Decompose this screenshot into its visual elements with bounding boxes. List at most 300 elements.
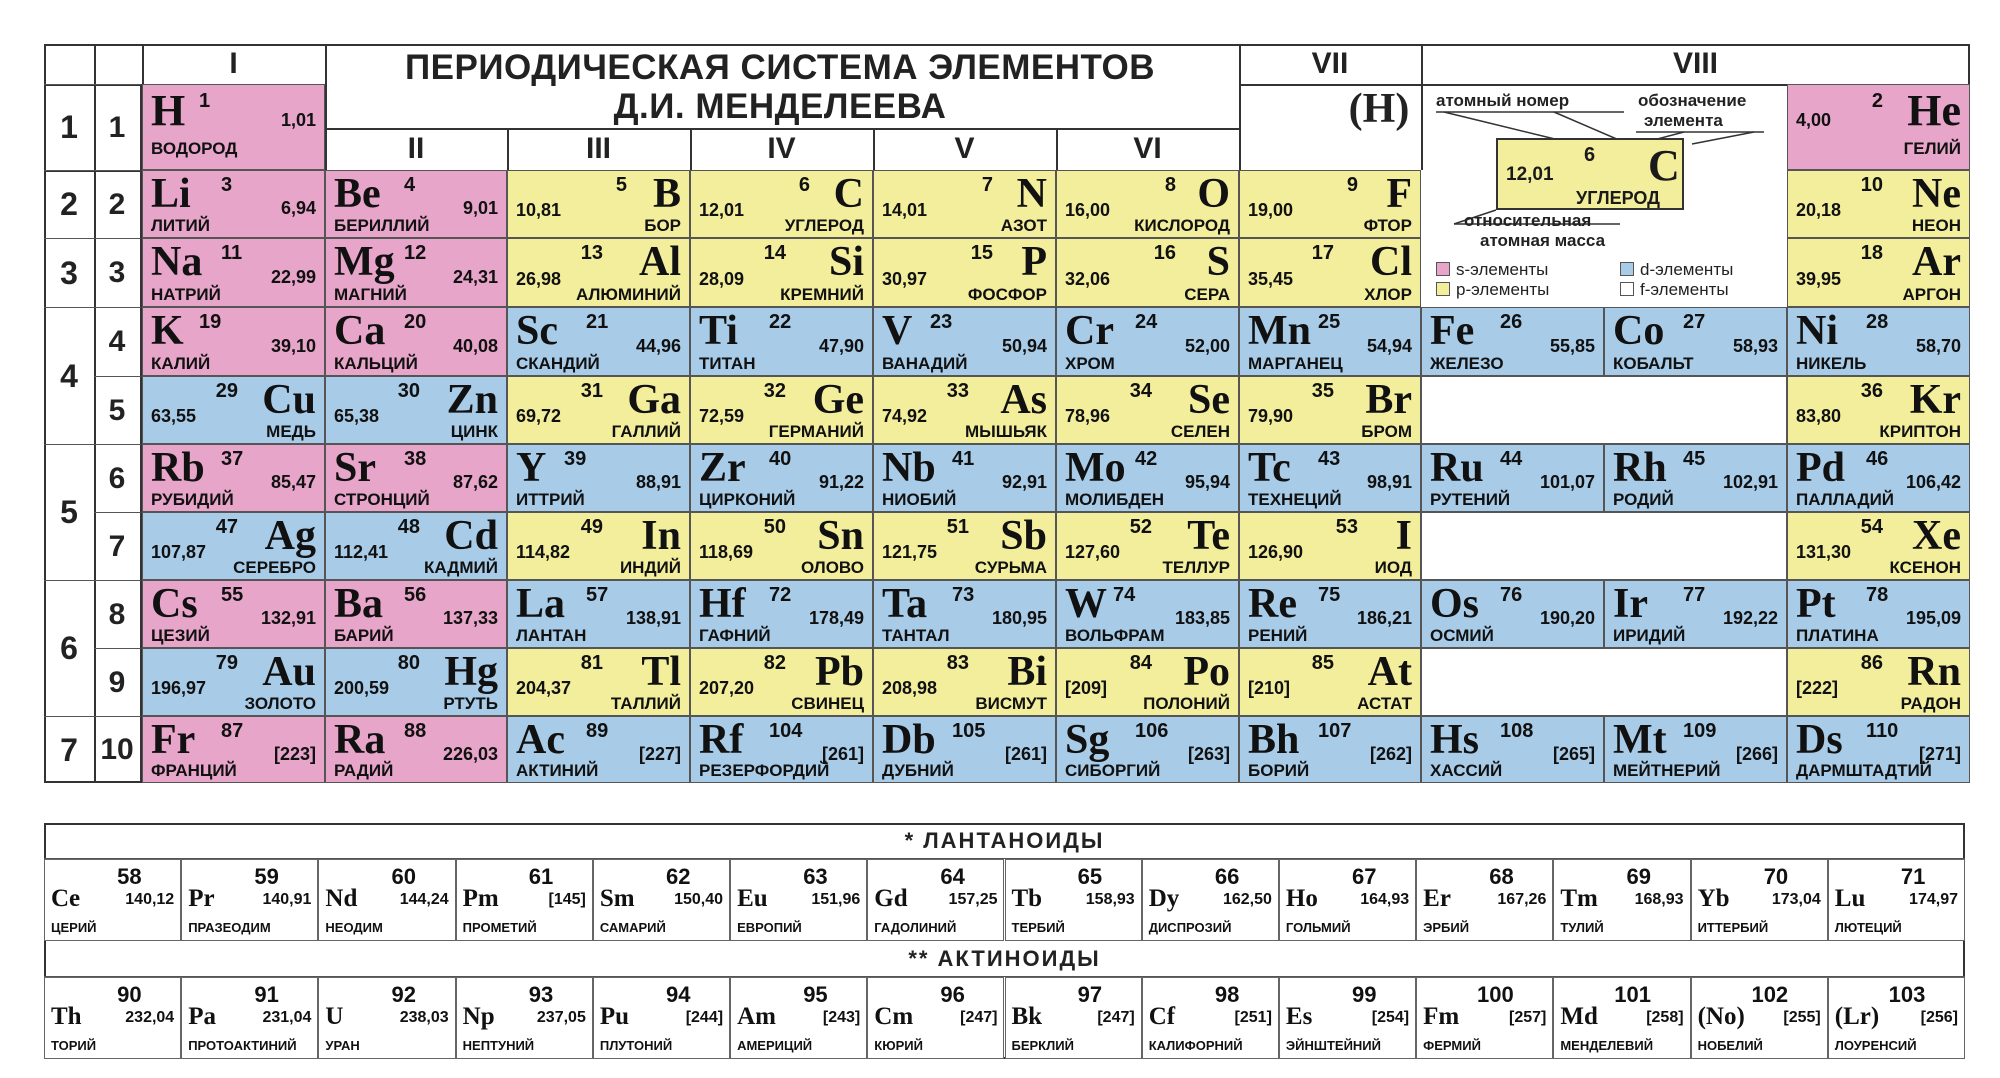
element-symbol: Bk [1011, 1003, 1043, 1030]
element-symbol: Xe [1912, 513, 1961, 559]
atomic-mass: 1,01 [280, 110, 316, 130]
element-symbol: Al [639, 239, 681, 285]
element-name: НИКЕЛЬ [1796, 354, 1867, 373]
element-symbol: Bi [1007, 649, 1047, 695]
element-symbol: Yb [1697, 885, 1730, 912]
element-name: КОБАЛЬТ [1613, 354, 1694, 373]
atomic-number: 73 [952, 584, 975, 606]
element-cell-pt[interactable] [1787, 580, 1970, 648]
atomic-mass: 39,10 [270, 335, 316, 356]
element-cell-ra[interactable] [325, 716, 507, 783]
element-name: ЛЮТЕЦИЙ [1834, 920, 1902, 935]
element-name: ГАЛЛИЙ [611, 422, 681, 441]
atomic-mass: 173,04 [1771, 891, 1821, 908]
lanthanoid-title: * ЛАНТАНОИДЫ [44, 823, 1965, 859]
lanthanoid-cell-er[interactable] [1416, 859, 1553, 941]
element-cell-fe[interactable] [1421, 307, 1604, 376]
atomic-number: 88 [404, 720, 427, 742]
element-name: СЕРА [1184, 285, 1230, 304]
atomic-mass: 138,91 [625, 608, 681, 628]
element-symbol: Sm [599, 885, 635, 912]
lanthanoid-cell-pm[interactable] [456, 859, 593, 941]
element-cell-h[interactable] [142, 84, 325, 170]
atomic-mass: 174,97 [1909, 891, 1958, 908]
element-cell-fr[interactable] [142, 716, 325, 783]
element-name: ЦИРКОНИЙ [699, 490, 796, 509]
element-cell-n[interactable] [873, 170, 1056, 238]
atomic-number: 93 [528, 982, 554, 1007]
atomic-mass: 226,03 [442, 743, 498, 764]
atomic-mass: [244] [685, 1009, 724, 1026]
atomic-number: 110 [1866, 720, 1899, 742]
element-symbol: Pa [188, 1003, 216, 1030]
element-name: РТУТЬ [443, 694, 498, 713]
element-name: ВАНАДИЙ [882, 354, 968, 373]
element-symbol: Te [1187, 513, 1230, 559]
element-symbol: Y [516, 445, 547, 491]
atomic-mass: 19,00 [1248, 200, 1294, 220]
element-cell-ne[interactable] [1787, 170, 1970, 238]
element-cell-mg[interactable] [325, 238, 507, 307]
atomic-number: 11 [221, 242, 243, 264]
lanthanoid-cell-eu[interactable] [730, 859, 867, 941]
element-cell-ga[interactable] [507, 376, 690, 444]
title-line-2: Д.И. МЕНДЕЛЕЕВА [613, 87, 947, 126]
header-rule-6 [1239, 44, 1241, 170]
element-cell-hs[interactable] [1421, 716, 1604, 783]
element-symbol: C [833, 171, 864, 217]
element-cell-ti[interactable] [690, 307, 873, 376]
element-name: САМАРИЙ [599, 920, 666, 935]
element-name: СИБОРГИЙ [1065, 761, 1161, 780]
lanthanoid-cell-nd[interactable] [318, 859, 455, 941]
atomic-mass: [227] [638, 743, 681, 764]
atomic-mass: 192,22 [1722, 608, 1778, 628]
element-cell-si[interactable] [690, 238, 873, 307]
element-cell-ir[interactable] [1604, 580, 1787, 648]
element-cell-o[interactable] [1056, 170, 1239, 238]
element-cell-cd[interactable] [325, 512, 507, 580]
element-cell-rf[interactable] [690, 716, 873, 783]
lanthanoid-cell-yb[interactable] [1691, 859, 1828, 941]
element-name: ВИСМУТ [975, 694, 1047, 713]
element-symbol: Rf [699, 717, 744, 763]
element-name: ФЕРМИЙ [1423, 1038, 1481, 1053]
element-cell-ca[interactable] [325, 307, 507, 376]
element-cell-rh[interactable] [1604, 444, 1787, 512]
element-cell-as[interactable] [873, 376, 1056, 444]
atomic-mass: 164,93 [1360, 891, 1410, 908]
element-name: ЛИТИЙ [151, 216, 210, 235]
atomic-number: 2 [1871, 90, 1883, 112]
atomic-mass: [223] [273, 743, 316, 764]
lanthanoid-cell-pr[interactable] [181, 859, 318, 941]
atomic-number: 100 [1477, 982, 1514, 1007]
atomic-number: 59 [254, 864, 279, 889]
element-name: ЦЕЗИЙ [151, 626, 210, 645]
element-cell-ds[interactable] [1787, 716, 1970, 783]
element-name: НОБЕЛИЙ [1697, 1038, 1763, 1053]
element-symbol: Sn [817, 513, 864, 559]
empty-cell-row9 [1421, 648, 1787, 716]
atomic-number: 56 [404, 584, 427, 606]
atomic-number: 35 [1311, 380, 1334, 402]
element-name: КАЛИЙ [151, 354, 211, 373]
actinoid-cell-pu[interactable] [593, 977, 730, 1059]
atomic-number: 24 [1135, 311, 1158, 333]
element-name: БАРИЙ [334, 626, 394, 645]
legend-example-name: УГЛЕРОД [1576, 188, 1660, 208]
element-name: ГЕРМАНИЙ [768, 422, 864, 441]
element-cell-zn[interactable] [325, 376, 507, 444]
atomic-number: 72 [769, 584, 792, 606]
element-cell-y[interactable] [507, 444, 690, 512]
element-cell-al[interactable] [507, 238, 690, 307]
atomic-number: 103 [1888, 982, 1926, 1007]
actinoid-cell-no[interactable] [1691, 977, 1828, 1059]
element-name: РОДИЙ [1613, 490, 1674, 509]
element-cell-ru[interactable] [1421, 444, 1604, 512]
atomic-mass: 127,60 [1065, 542, 1121, 562]
element-symbol: Cl [1370, 239, 1412, 285]
atomic-mass: 95,94 [1184, 472, 1230, 492]
atomic-number: 40 [769, 448, 792, 470]
atomic-number: 36 [1860, 380, 1883, 402]
element-cell-br[interactable] [1239, 376, 1421, 444]
group-header-iii: III [585, 132, 611, 165]
element-symbol: Ca [334, 308, 386, 354]
element-cell-bi[interactable] [873, 648, 1056, 716]
lanthanoid-cell-gd[interactable] [867, 859, 1004, 941]
actinoid-cell-cf[interactable] [1142, 977, 1279, 1059]
atomic-mass: 65,38 [334, 406, 380, 426]
legend-p-label: p-элементы [1456, 280, 1550, 299]
atomic-mass: 54,94 [1366, 335, 1412, 356]
atomic-mass: 112,41 [334, 542, 389, 562]
element-cell-k[interactable] [142, 307, 325, 376]
atomic-number: 105 [952, 720, 986, 742]
actinoid-cell-es[interactable] [1279, 977, 1416, 1059]
actinoid-cell-np[interactable] [456, 977, 593, 1059]
element-symbol: Na [151, 239, 203, 285]
atomic-mass: 79,90 [1248, 406, 1294, 426]
legend-d-label: d-элементы [1640, 260, 1734, 279]
atomic-number: 41 [952, 448, 975, 470]
lanthanoid-cell-lu[interactable] [1828, 859, 1965, 941]
element-name: КРИПТОН [1879, 422, 1961, 441]
element-symbol: Nd [325, 885, 358, 912]
actinoid-cell-u[interactable] [318, 977, 455, 1059]
atomic-number: 49 [580, 516, 603, 538]
element-cell-li[interactable] [142, 170, 325, 238]
element-name: ХРОМ [1065, 354, 1115, 373]
element-cell-ag[interactable] [142, 512, 325, 580]
atomic-mass: 132,91 [260, 608, 316, 628]
element-symbol: In [641, 513, 681, 559]
element-cell-pd[interactable] [1787, 444, 1970, 512]
element-cell-db[interactable] [873, 716, 1056, 783]
element-symbol: Sc [516, 308, 558, 354]
atomic-mass: [243] [822, 1009, 861, 1026]
element-cell-na[interactable] [142, 238, 325, 307]
element-name: КРЕМНИЙ [780, 285, 864, 304]
atomic-number: 64 [940, 864, 965, 889]
element-cell-rb[interactable] [142, 444, 325, 512]
atomic-number: 50 [763, 516, 786, 538]
element-symbol: Cd [444, 513, 498, 559]
row-label-3: 3 [94, 238, 142, 307]
group-header-i: I [229, 47, 238, 80]
actinoid-cell-am[interactable] [730, 977, 867, 1059]
element-cell-os[interactable] [1421, 580, 1604, 648]
period-label-4: 4 [44, 307, 94, 444]
period-label-1: 1 [44, 84, 94, 170]
atomic-number: 4 [404, 174, 416, 196]
actinoid-cell-pa[interactable] [181, 977, 318, 1059]
element-name: ПЛАТИНА [1796, 626, 1879, 645]
atomic-number: 90 [117, 982, 142, 1007]
element-name: РЕНИЙ [1248, 626, 1308, 645]
element-cell-zr[interactable] [690, 444, 873, 512]
element-cell-be[interactable] [325, 170, 507, 238]
lanthanoid-cell-tb[interactable] [1005, 859, 1142, 941]
atomic-mass: 22,99 [270, 266, 316, 287]
lanthanoid-cell-sm[interactable] [593, 859, 730, 941]
row-label-9: 9 [94, 648, 142, 716]
element-cell-kr[interactable] [1787, 376, 1970, 444]
atomic-number: 46 [1866, 448, 1889, 470]
element-cell-re[interactable] [1239, 580, 1421, 648]
element-name: ПАЛЛАДИЙ [1796, 490, 1895, 509]
element-cell-pb[interactable] [690, 648, 873, 716]
element-cell-sb[interactable] [873, 512, 1056, 580]
element-cell-bh[interactable] [1239, 716, 1421, 783]
element-name: ТОРИЙ [51, 1038, 97, 1053]
element-cell-p[interactable] [873, 238, 1056, 307]
atomic-mass: 16,00 [1065, 200, 1111, 220]
atomic-mass: [254] [1371, 1009, 1410, 1026]
atomic-number: 94 [665, 982, 691, 1007]
legend-designation-label-2: элемента [1644, 111, 1723, 130]
actinoid-cell-bk[interactable] [1005, 977, 1142, 1059]
atomic-number: 89 [586, 720, 609, 742]
header-rule-13 [1056, 128, 1058, 170]
legend-f-label: f-элементы [1640, 280, 1729, 299]
element-name: ТЕЛЛУР [1162, 558, 1230, 577]
row-label-10: 10 [94, 716, 142, 783]
atomic-number: 98 [1214, 982, 1240, 1007]
atomic-number: 15 [970, 242, 993, 264]
element-cell-ba[interactable] [325, 580, 507, 648]
atomic-number: 17 [1311, 242, 1334, 264]
atomic-number: 84 [1129, 652, 1152, 674]
atomic-mass: 232,04 [125, 1009, 175, 1026]
atomic-number: 32 [763, 380, 786, 402]
element-symbol: He [1907, 86, 1961, 135]
legend-relative-label-2: атомная масса [1480, 231, 1606, 250]
atomic-number: 62 [665, 864, 691, 889]
lanthanoid-cell-dy[interactable] [1142, 859, 1279, 941]
atomic-mass: 74,92 [882, 406, 928, 426]
element-cell-te[interactable] [1056, 512, 1239, 580]
element-cell-cs[interactable] [142, 580, 325, 648]
atomic-mass: 118,69 [699, 542, 754, 562]
element-symbol: Ge [812, 377, 864, 423]
atomic-mass: [262] [1369, 743, 1412, 764]
element-name: ДУБНИЙ [882, 761, 954, 780]
element-cell-po[interactable] [1056, 648, 1239, 716]
element-cell-ta[interactable] [873, 580, 1056, 648]
header-rule-5 [325, 44, 327, 170]
element-cell-cl[interactable] [1239, 238, 1421, 307]
element-cell-w[interactable] [1056, 580, 1239, 648]
legend-s-label: s-элементы [1456, 260, 1549, 279]
element-name: ЕВРОПИЙ [737, 920, 802, 935]
element-cell-sn[interactable] [690, 512, 873, 580]
element-name: РАДИЙ [334, 761, 394, 780]
element-name: ГАФНИЙ [699, 626, 771, 645]
element-cell-s[interactable] [1056, 238, 1239, 307]
element-name: АЗОТ [1000, 216, 1047, 235]
element-symbol: As [1000, 377, 1047, 423]
atomic-mass: 158,93 [1085, 891, 1135, 908]
element-name: ГАДОЛИНИЙ [874, 920, 957, 935]
element-symbol: Sb [1000, 513, 1047, 559]
period-label-3: 3 [44, 238, 94, 307]
element-name: ЭЙНШТЕЙНИЙ [1285, 1038, 1381, 1053]
row-label-5: 5 [94, 376, 142, 444]
element-cell-mt[interactable] [1604, 716, 1787, 783]
element-cell-b[interactable] [507, 170, 690, 238]
lanthanoid-cell-ho[interactable] [1279, 859, 1416, 941]
atomic-number: 80 [397, 652, 420, 674]
atomic-number: 3 [221, 174, 233, 196]
actinoid-cell-md[interactable] [1553, 977, 1690, 1059]
element-symbol: Sg [1065, 717, 1110, 763]
element-symbol: Ne [1912, 171, 1961, 217]
element-symbol: F [1386, 171, 1412, 217]
element-cell-tc[interactable] [1239, 444, 1421, 512]
element-cell-mn[interactable] [1239, 307, 1421, 376]
element-name: КСЕНОН [1889, 558, 1961, 577]
element-cell-ar[interactable] [1787, 238, 1970, 307]
element-cell-cu[interactable] [142, 376, 325, 444]
element-symbol: Ac [516, 717, 565, 763]
atomic-mass: 12,01 [699, 200, 745, 220]
element-cell-ac[interactable] [507, 716, 690, 783]
element-cell-au[interactable] [142, 648, 325, 716]
element-symbol: Ag [264, 513, 316, 559]
lanthanoid-cell-ce[interactable] [44, 859, 181, 941]
element-cell-tl[interactable] [507, 648, 690, 716]
atomic-number: 76 [1500, 584, 1523, 606]
element-symbol: S [1206, 239, 1230, 285]
element-symbol: Rb [151, 445, 205, 491]
element-name: ДИСПРОЗИЙ [1148, 920, 1232, 935]
element-symbol: Np [462, 1003, 495, 1030]
element-name: КАЛИФОРНИЙ [1148, 1038, 1243, 1053]
element-cell-he[interactable] [1787, 84, 1970, 170]
actinoid-cell-fm[interactable] [1416, 977, 1553, 1059]
atomic-number: 51 [946, 516, 969, 538]
element-symbol: Es [1285, 1003, 1313, 1030]
element-cell-at[interactable] [1239, 648, 1421, 716]
lanthanoid-cell-tm[interactable] [1553, 859, 1690, 941]
element-symbol: Ds [1796, 717, 1843, 763]
actinoid-cell-lr[interactable] [1828, 977, 1965, 1059]
element-name: ИНДИЙ [619, 558, 681, 577]
element-cell-f[interactable] [1239, 170, 1421, 238]
element-cell-sr[interactable] [325, 444, 507, 512]
element-cell-hg[interactable] [325, 648, 507, 716]
element-name: ЗОЛОТО [244, 694, 316, 713]
atomic-number: 83 [946, 652, 969, 674]
element-symbol: Fe [1430, 308, 1475, 354]
element-cell-co[interactable] [1604, 307, 1787, 376]
element-name: БРОМ [1361, 422, 1412, 441]
atomic-number: 52 [1129, 516, 1152, 538]
element-cell-in[interactable] [507, 512, 690, 580]
element-name: ЭРБИЙ [1423, 920, 1470, 935]
element-cell-nb[interactable] [873, 444, 1056, 512]
element-cell-xe[interactable] [1787, 512, 1970, 580]
element-name: ТИТАН [699, 354, 756, 373]
element-cell-hf[interactable] [690, 580, 873, 648]
element-name: ГЕЛИЙ [1903, 139, 1961, 158]
element-cell-rn[interactable] [1787, 648, 1970, 716]
element-cell-ge[interactable] [690, 376, 873, 444]
element-cell-i[interactable] [1239, 512, 1421, 580]
atomic-mass: 58,70 [1915, 335, 1961, 356]
element-cell-sc[interactable] [507, 307, 690, 376]
atomic-mass: 238,03 [399, 1009, 449, 1026]
element-symbol: Hf [699, 581, 746, 627]
element-name: ФТОР [1363, 216, 1412, 235]
element-cell-se[interactable] [1056, 376, 1239, 444]
element-name: МЕНДЕЛЕВИЙ [1560, 1038, 1654, 1053]
atomic-mass: 87,62 [452, 472, 498, 492]
atomic-mass: 200,59 [334, 678, 390, 698]
actinoid-cell-th[interactable] [44, 977, 181, 1059]
atomic-mass: 180,95 [991, 608, 1047, 628]
atomic-mass: 196,97 [151, 678, 207, 698]
actinoid-cell-cm[interactable] [867, 977, 1004, 1059]
element-symbol: Kr [1909, 377, 1961, 423]
hydrogen-in-group-vii: (H) [1348, 86, 1410, 132]
element-cell-mo[interactable] [1056, 444, 1239, 512]
atomic-number: 85 [1311, 652, 1334, 674]
element-cell-c[interactable] [690, 170, 873, 238]
element-cell-ni[interactable] [1787, 307, 1970, 376]
row-label-8: 8 [94, 580, 142, 648]
element-cell-v[interactable] [873, 307, 1056, 376]
element-symbol: Pb [814, 649, 864, 695]
row-label-6: 6 [94, 444, 142, 512]
atomic-number: 22 [769, 311, 792, 333]
atomic-mass: 157,25 [948, 891, 998, 908]
header-rule-11 [690, 128, 692, 170]
atomic-mass: [258] [1646, 1009, 1684, 1026]
element-cell-sg[interactable] [1056, 716, 1239, 783]
element-name: НЕОН [1911, 216, 1961, 235]
element-symbol: Hs [1430, 717, 1480, 763]
element-cell-la[interactable] [507, 580, 690, 648]
element-symbol: Fm [1423, 1003, 1460, 1030]
element-cell-cr[interactable] [1056, 307, 1239, 376]
element-symbol: Co [1613, 308, 1665, 354]
atomic-mass: 231,04 [262, 1009, 312, 1026]
atomic-number: 34 [1129, 380, 1152, 402]
